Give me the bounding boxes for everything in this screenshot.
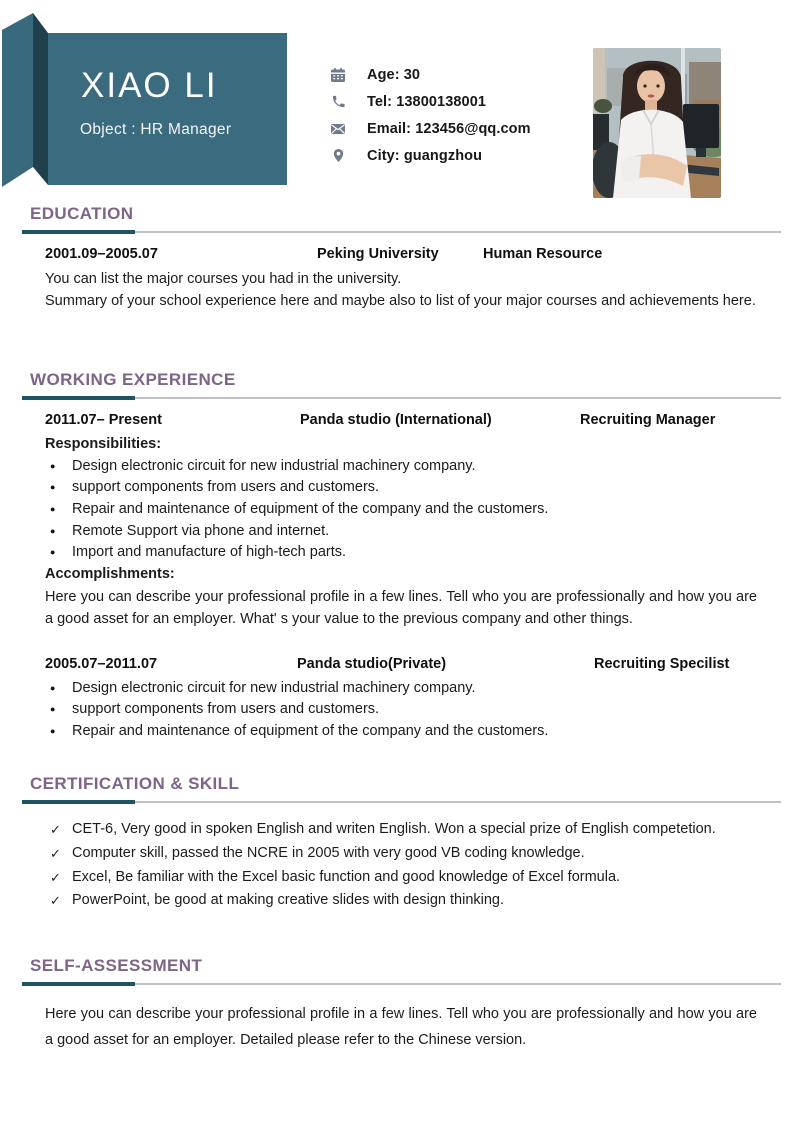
section-self-assessment	[0, 955, 800, 1053]
bullet-icon: ●	[50, 460, 56, 471]
job2-role: Recruiting Specilist	[594, 655, 730, 672]
certification-list	[50, 818, 800, 913]
job2-date: 2005.07–2011.07	[45, 655, 158, 672]
check-icon: ✓	[50, 893, 61, 909]
list-item: ✓ Excel, Be familiar with the Excel basic function and good knowledge of Excel formula.	[50, 866, 800, 890]
job2-entry-row	[0, 656, 800, 678]
responsibilities-label: Responsibilities:	[45, 436, 162, 452]
check-icon: ✓	[50, 869, 61, 885]
ribbon-body	[48, 33, 287, 185]
accomplishments-text: Here you can describe your professional profile in a few lines. Tell who you are professionally and how you are a good asset for an employer. What' s your value to the previous company and other things.	[45, 588, 757, 627]
education-date: 2001.09–2005.07	[45, 246, 158, 262]
job1-date: 2011.07– Present	[45, 412, 162, 428]
list-item: ✓ PowerPoint, be good at making creative slides with design thinking.	[50, 889, 800, 913]
bullet-icon: ●	[50, 704, 56, 715]
tel-value: Tel: 13800138001	[367, 93, 487, 110]
city-value: City: guangzhou	[367, 147, 483, 164]
accomplishments-label: Accomplishments:	[45, 566, 175, 583]
section-divider	[22, 396, 781, 400]
contact-row-city	[330, 142, 531, 169]
contact-row-email	[330, 115, 531, 142]
list-item: ✓ Computer skill, passed the NCRE in 2005 with very good VB coding knowledge.	[50, 842, 800, 866]
job1-entry-row	[0, 412, 800, 434]
experience-title: WORKING EXPERIENCE	[30, 370, 236, 389]
job2-company: Panda studio(Private)	[297, 655, 447, 672]
contact-row-age	[330, 61, 531, 88]
contact-list	[330, 61, 531, 169]
objective-line: Object : HR Manager	[80, 121, 232, 138]
self-assessment-title: SELF-ASSESSMENT	[30, 956, 203, 975]
certification-title: CERTIFICATION & SKILL	[30, 774, 240, 793]
job1-role: Recruiting Manager	[580, 412, 716, 428]
section-certification-skill	[0, 773, 800, 913]
education-entry-row	[0, 246, 800, 268]
calendar-icon	[330, 67, 346, 83]
list-item: ✓ CET-6, Very good in spoken English and writen English. Won a special prize of English competetion.	[50, 818, 800, 842]
list-item: ● Repair and maintenance of equipment of the company and the customers.	[50, 499, 800, 521]
list-item: ● Import and manufacture of high-tech parts.	[50, 542, 800, 564]
section-divider	[22, 230, 781, 234]
bullet-icon: ●	[50, 682, 56, 693]
bullet-icon: ●	[50, 547, 56, 558]
section-divider	[22, 982, 781, 986]
job2-bullets	[50, 678, 800, 743]
age-value: Age: 30	[367, 66, 421, 83]
ribbon-flag	[2, 13, 33, 187]
education-school: Peking University	[317, 246, 439, 262]
job1-company: Panda studio (International)	[300, 412, 492, 428]
list-item: ● Design electronic circuit for new industrial machinery company.	[50, 678, 800, 700]
location-icon	[330, 148, 346, 164]
phone-icon	[330, 94, 346, 110]
portrait-photo	[593, 48, 721, 198]
email-value: Email: 123456@qq.com	[367, 120, 531, 137]
list-item: ● Design electronic circuit for new industrial machinery company.	[50, 456, 800, 478]
contact-row-tel	[330, 88, 531, 115]
check-icon: ✓	[50, 822, 61, 837]
education-title: EDUCATION	[30, 204, 134, 223]
bullet-icon: ●	[50, 503, 56, 514]
education-line2: Summary of your school experience here and maybe also to list of your major courses and achievements here.	[45, 293, 756, 309]
list-item: ● support components from users and customers.	[50, 477, 800, 499]
self-assessment-text: Here you can describe your professional profile in a few lines. Tell who you are professionally and how you are a good asset for an employer. Detailed please refer to the Chinese version.	[45, 1006, 757, 1048]
list-item: ● Repair and maintenance of equipment of the company and the customers.	[50, 721, 800, 743]
check-icon: ✓	[50, 845, 61, 861]
envelope-icon	[330, 121, 346, 137]
job1-bullets	[50, 456, 800, 565]
section-divider	[22, 800, 781, 804]
education-line1: You can list the major courses you had in the university.	[45, 271, 402, 287]
bullet-icon: ●	[50, 725, 56, 736]
candidate-name: XIAO LI	[81, 66, 218, 105]
education-major: Human Resource	[483, 246, 603, 262]
section-education	[0, 203, 800, 312]
bullet-icon: ●	[50, 525, 56, 536]
section-working-experience	[0, 369, 800, 743]
list-item: ● Remote Support via phone and internet.	[50, 521, 800, 543]
ribbon-fold	[33, 13, 48, 185]
list-item: ● support components from users and customers.	[50, 699, 800, 721]
bullet-icon: ●	[50, 482, 56, 493]
